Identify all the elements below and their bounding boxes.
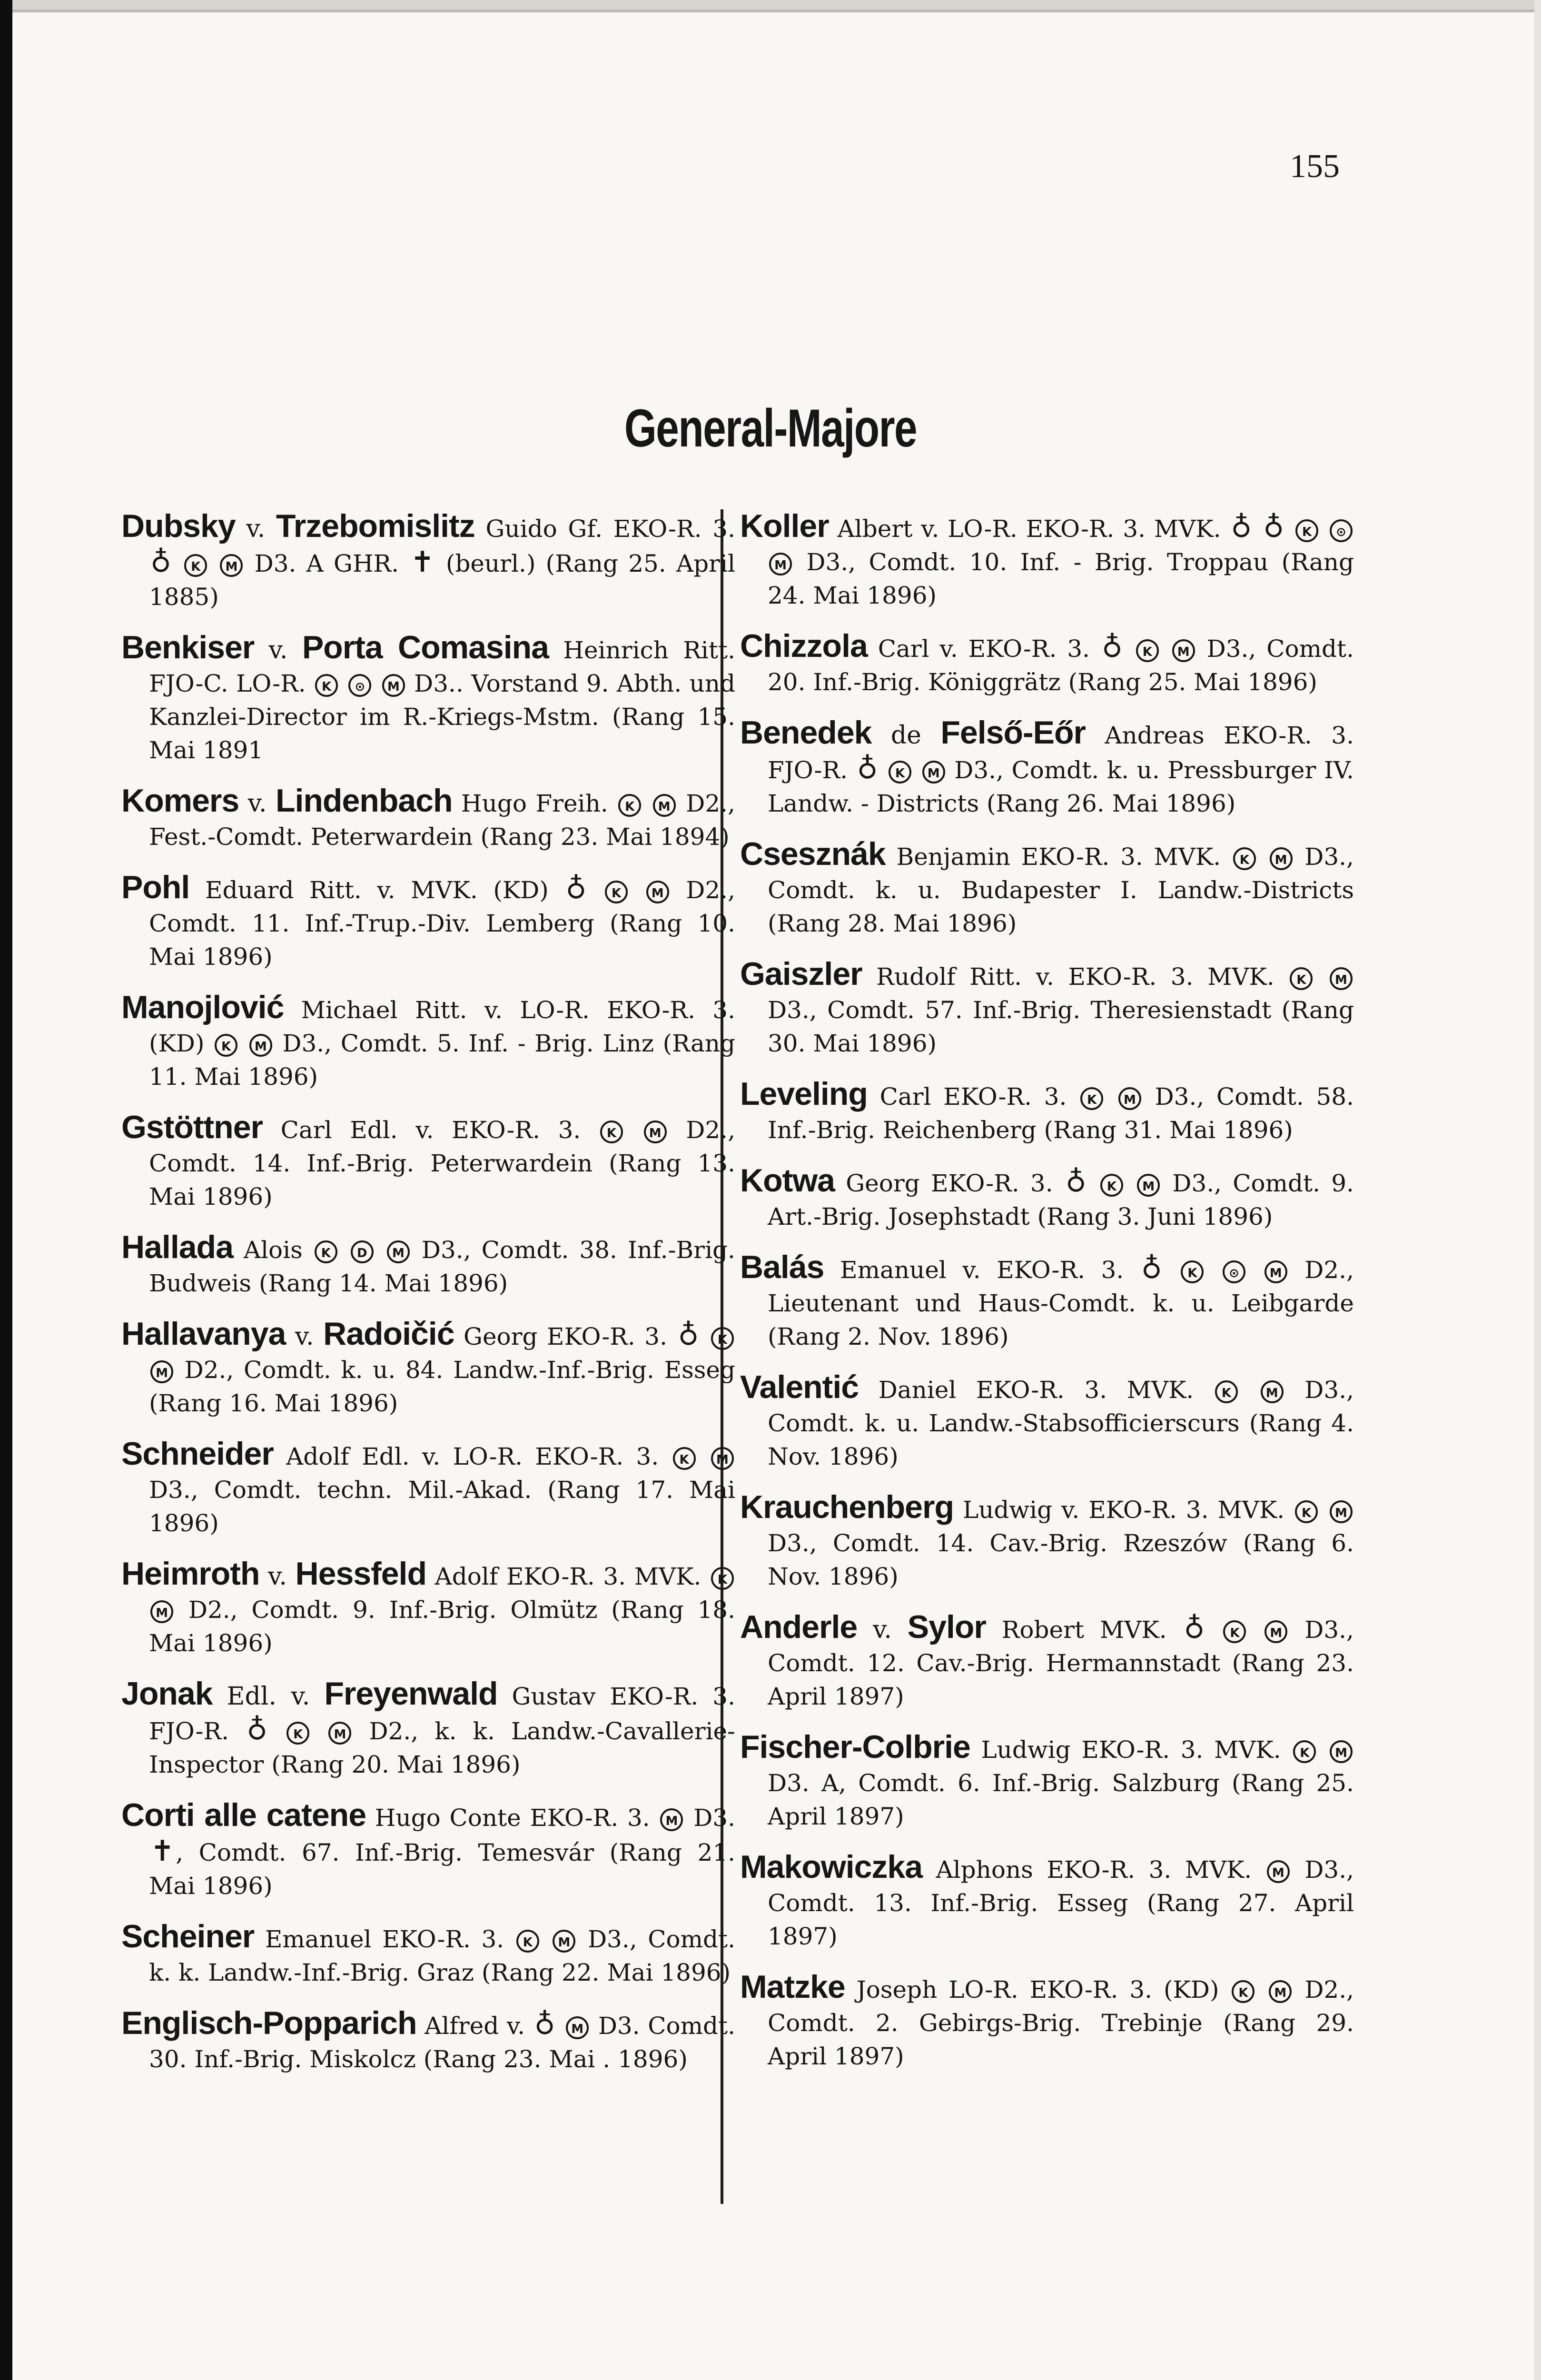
entry-komers (121, 784, 735, 853)
entry-text: Georg EKO-R. 3. (464, 1323, 668, 1350)
entry-text: D2., Lieutenant und Haus-Comdt. k. u. Leibgarde (Rang 2. Nov. 1896) (768, 1256, 1354, 1350)
m-medal-icon: M (1264, 1620, 1287, 1643)
section-heading: General-Majore (624, 398, 917, 458)
m-medal-icon: M (769, 553, 792, 575)
entry-text: D3. A, Comdt. 6. Inf.-Brig. Salzburg (Rang 25. April 1897) (768, 1769, 1354, 1830)
entry-text: D2., Comdt. 14. Inf.-Brig. Peterwardein (Rang 13. Mai 1896) (149, 1116, 735, 1210)
entry-text: D3. (693, 1804, 736, 1832)
order-icon: ♁ (678, 1319, 699, 1352)
order-icon: ♁ (1231, 511, 1252, 544)
entry-matzke (740, 1970, 1354, 2073)
entry-text: Michael Ritt. v. LO-R. EKO-R. 3. (KD) (149, 996, 735, 1057)
m-medal-icon: M (646, 881, 669, 903)
k-medal-icon: K (1136, 639, 1159, 662)
order-icon: ♁ (1101, 631, 1123, 664)
entry-text: Ludwig v. EKO-R. 3. MVK. (962, 1496, 1285, 1524)
entry-text: D3., Comdt. 58. Inf.-Brig. Reichenberg (Rang 31. Mai 1896) (768, 1083, 1354, 1144)
entry-text: D3. Comdt. 30. Inf.-Brig. Miskolcz (Rang 23. Mai . 1896) (149, 2012, 735, 2073)
entry-name: Hallavanya (121, 1316, 286, 1352)
m-medal-icon: M (922, 761, 945, 783)
right-column (740, 509, 1354, 2090)
entry-text: (beurl.) (Rang 25. April 1885) (149, 550, 735, 611)
entry-text: Gustav EKO-R. 3. FJO-R. (149, 1683, 735, 1745)
entry-text: D3., Comdt. 9. Art.-Brig. Josephstadt (Rang 3. Juni 1896) (768, 1170, 1354, 1230)
name-particle: v. (295, 1322, 314, 1351)
dot-medal-icon: ⊙ (1223, 1260, 1245, 1283)
m-medal-icon: M (382, 674, 405, 697)
k-medal-icon: K (1232, 1980, 1255, 2003)
entry-text: D2., k. k. Landw.-Cavallerie-Inspector (Rang 20. Mai 1896) (149, 1717, 735, 1778)
page-edge-top (12, 0, 1541, 10)
order-icon: ♁ (1141, 1252, 1162, 1285)
entry-text: D3., Comdt. 12. Cav.-Brig. Hermannstadt (Rang 23. April 1897) (768, 1616, 1354, 1710)
entry-text: Adolf Edl. v. LO-R. EKO-R. 3. (286, 1443, 659, 1470)
m-medal-icon: M (711, 1447, 734, 1470)
k-medal-icon: K (1293, 1740, 1316, 1763)
entry-text: Alois (243, 1236, 303, 1264)
entry-name: Valentić (740, 1369, 859, 1405)
entry-name-2: Sylor (907, 1609, 986, 1645)
entry-fischer-colbrie (740, 1730, 1354, 1833)
m-medal-icon: M (220, 554, 243, 577)
k-medal-icon: K (215, 1034, 237, 1057)
entry-kotwa (740, 1164, 1354, 1233)
entry-scheiner (121, 1920, 735, 1989)
left-column (121, 509, 735, 2093)
page-edge-left (0, 0, 12, 2380)
m-medal-icon: M (644, 1121, 667, 1143)
entry-corti (121, 1798, 735, 1903)
page-number: 155 (1290, 148, 1340, 185)
entry-name: Krauchenberg (740, 1489, 954, 1525)
k-medal-icon: K (516, 1930, 539, 1953)
order-icon: ♁ (857, 752, 878, 785)
k-medal-icon: K (1290, 967, 1313, 990)
entry-name: Anderle (740, 1609, 858, 1645)
entry-name: Dubsky (121, 508, 236, 544)
m-medal-icon: M (653, 794, 676, 817)
entry-name: Koller (740, 508, 829, 544)
entry-valentic (740, 1370, 1354, 1473)
m-medal-icon: M (1330, 1500, 1353, 1523)
m-medal-icon: M (1270, 847, 1293, 870)
entry-name: Scheiner (121, 1918, 255, 1954)
m-medal-icon: M (566, 2016, 589, 2039)
entry-text: Andreas EKO-R. 3. FJO-R. (768, 722, 1354, 784)
entry-text: Rudolf Ritt. v. EKO-R. 3. MVK. (876, 963, 1274, 991)
k-medal-icon: K (1295, 1500, 1318, 1523)
entry-text: , Comdt. 67. Inf.-Brig. Temesvár (Rang 21. Mai 1896) (149, 1839, 735, 1900)
entry-name: Hallada (121, 1229, 233, 1265)
m-medal-icon: M (249, 1034, 272, 1057)
m-medal-icon: M (387, 1240, 410, 1263)
entry-text: Alphons EKO-R. 3. MVK. (936, 1856, 1252, 1884)
entry-text: D3., Comdt. k. u. Pressburger IV. Landw. - Districts (Rang 26. Mai 1896) (768, 756, 1354, 817)
entry-name: Englisch-Popparich (121, 2005, 417, 2041)
order-icon: ♁ (534, 2008, 555, 2041)
k-medal-icon: K (315, 674, 338, 697)
entry-text: D3., Comdt. k. u. Budapester I. Landw.-Districts (Rang 28. Mai 1896) (768, 843, 1354, 937)
entry-benkiser (121, 631, 735, 767)
entry-name-2: Porta Comasina (302, 629, 549, 665)
entry-text: D3.. Vorstand 9. Abth. und Kanzlei-Director im R.-Kriegs-Mstm. (Rang 15. Mai 1891 (149, 670, 735, 764)
entry-name-2: Felső-Eőr (940, 714, 1086, 751)
entry-gaiszler (740, 957, 1354, 1060)
entry-name: Fischer-Colbrie (740, 1729, 970, 1765)
entry-manojlovic (121, 991, 735, 1093)
m-medal-icon: M (1330, 1740, 1353, 1763)
entry-text: Georg EKO-R. 3. (846, 1170, 1053, 1197)
entry-text: D3., Comdt. 13. Inf.-Brig. Esseg (Rang 27. April 1897) (768, 1856, 1354, 1950)
entry-gstoettner (121, 1111, 735, 1213)
k-medal-icon: K (1080, 1087, 1103, 1110)
entry-balas (740, 1250, 1354, 1353)
m-medal-icon: M (1137, 1174, 1160, 1197)
m-medal-icon: M (553, 1930, 575, 1953)
entry-text: D2., Comdt. k. u. 84. Landw.-Inf.-Brig. Esseg (Rang 16. Mai 1896) (149, 1356, 735, 1417)
order-icon: ♁ (1065, 1165, 1087, 1199)
entry-text: Carl v. EKO-R. 3. (878, 635, 1090, 663)
name-particle: v. (268, 636, 288, 664)
entry-text: Guido Gf. EKO-R. 3. (485, 515, 735, 543)
entry-name: Schneider (121, 1436, 274, 1472)
entry-text: D3., Comdt. 38. Inf.-Brig. Budweis (Rang 14. Mai 1896) (149, 1236, 735, 1297)
k-medal-icon: K (286, 1722, 309, 1745)
entry-text: Carl Edl. v. EKO-R. 3. (280, 1116, 581, 1144)
entry-leveling (740, 1077, 1354, 1147)
m-medal-icon: M (660, 1808, 683, 1831)
entry-name: Chizzola (740, 628, 868, 664)
entry-text: D3., Comdt. 10. Inf. - Brig. Troppau (Rang 24. Mai 1896) (768, 548, 1354, 609)
m-medal-icon: M (1267, 1860, 1290, 1883)
m-medal-icon: M (1269, 1980, 1292, 2003)
entry-jonak (121, 1677, 735, 1781)
k-medal-icon: K (889, 761, 911, 783)
entry-name: Jonak (121, 1676, 213, 1712)
entry-text: Albert v. LO-R. EKO-R. 3. MVK. (837, 515, 1221, 543)
entry-hallavanya (121, 1317, 735, 1420)
k-medal-icon: K (673, 1447, 696, 1470)
entry-benedek (740, 716, 1354, 820)
entry-name: Komers (121, 783, 239, 819)
entry-text: Benjamin EKO-R. 3. MVK. (896, 843, 1221, 871)
entry-name: Kotwa (740, 1162, 835, 1199)
entry-text: D3., Comdt. k. k. Landw.-Inf.-Brig. Graz (Rang 22. Mai 1896) (149, 1925, 735, 1986)
entry-name: Benkiser (121, 629, 255, 665)
name-particle: v. (268, 1562, 287, 1591)
name-particle: v. (247, 789, 267, 818)
entry-text: Daniel EKO-R. 3. MVK. (878, 1376, 1194, 1404)
k-medal-icon: K (605, 881, 628, 903)
entry-englisch-popparich (121, 2006, 735, 2076)
entry-text: Ludwig EKO-R. 3. MVK. (981, 1736, 1281, 1764)
entry-anderle (740, 1610, 1354, 1713)
k-medal-icon: K (1223, 1620, 1246, 1643)
entry-text: Alfred v. (425, 2012, 525, 2040)
entry-name-2: Lindenbach (275, 783, 453, 819)
entry-text: Carl EKO-R. 3. (879, 1083, 1067, 1111)
entry-name: Gstöttner (121, 1109, 263, 1145)
entry-csesznak (740, 837, 1354, 940)
m-medal-icon: M (1118, 1087, 1141, 1110)
m-medal-icon: M (150, 1600, 173, 1623)
dot-medal-icon: ⊙ (1330, 519, 1353, 542)
entry-name-2: Radoičić (323, 1316, 454, 1352)
entry-text: Adolf EKO-R. 3. MVK. (435, 1563, 701, 1590)
entry-text: D2., Comdt. 9. Inf.-Brig. Olmütz (Rang 18. Mai 1896) (149, 1596, 735, 1657)
order-icon-2: ♁ (1263, 511, 1284, 544)
entry-text: Heinrich Ritt. FJO-C. LO-R. (149, 636, 735, 697)
entry-name: Makowiczka (740, 1849, 923, 1885)
entry-dubsky (121, 509, 735, 614)
entry-name: Heimroth (121, 1556, 260, 1592)
entry-name: Manojlović (121, 989, 284, 1025)
entry-makowiczka (740, 1850, 1354, 1953)
name-particle: v. (873, 1616, 892, 1644)
order-icon: ♁ (150, 545, 171, 579)
m-medal-icon: M (328, 1722, 351, 1745)
entry-hallada (121, 1230, 735, 1300)
entry-schneider (121, 1437, 735, 1540)
entry-name: Leveling (740, 1076, 868, 1112)
k-medal-icon: K (711, 1327, 734, 1350)
k-medal-icon: K (184, 554, 207, 577)
m-medal-icon: M (150, 1360, 173, 1383)
k-medal-icon: K (1295, 519, 1318, 542)
k-medal-icon: K (1233, 847, 1256, 870)
entry-krauchenberg (740, 1490, 1354, 1593)
entry-chizzola (740, 629, 1354, 699)
entry-text: Hugo Conte EKO-R. 3. (375, 1804, 650, 1832)
entry-name-2: Trzebomislitz (276, 508, 475, 544)
name-particle: Edl. v. (227, 1682, 310, 1711)
page-edge-top-shadow (12, 10, 1541, 12)
k-medal-icon: K (1181, 1260, 1204, 1283)
entry-name: Gaiszler (740, 956, 862, 992)
entry-text: Hugo Freih. (461, 790, 608, 817)
name-particle: de (890, 721, 921, 750)
entry-name: Benedek (740, 714, 872, 751)
entry-text: D3., Comdt. 20. Inf.-Brig. Königgrätz (Rang 25. Mai 1896) (768, 635, 1354, 696)
entry-text: D2., Fest.-Comdt. Peterwardein (Rang 23. Mai 1894) (149, 790, 735, 851)
k-medal-icon: K (711, 1567, 734, 1590)
entry-name: Balás (740, 1249, 824, 1285)
entry-text: Emanuel v. EKO-R. 3. (840, 1256, 1124, 1284)
k-medal-icon: K (1215, 1380, 1238, 1403)
entry-name: Pohl (121, 869, 190, 905)
m-medal-icon: M (1261, 1380, 1284, 1403)
entry-text: Emanuel EKO-R. 3. (265, 1925, 504, 1953)
order-icon: ♁ (247, 1713, 268, 1746)
page-edge-right (1534, 0, 1541, 2380)
entry-koller (740, 509, 1354, 612)
cross-icon: ✝ (410, 545, 435, 579)
entry-text: Robert MVK. (1001, 1616, 1167, 1644)
entry-name: Corti alle catene (121, 1797, 366, 1833)
entry-text: D2., Comdt. 2. Gebirgs-Brig. Trebinje (Rang 29. April 1897) (768, 1976, 1354, 2070)
cross-icon: ✝ (150, 1835, 175, 1868)
entry-name: Matzke (740, 1969, 845, 2005)
entry-text: D3., Comdt. techn. Mil.-Akad. (Rang 17. Mai 1896) (149, 1476, 735, 1537)
entry-text: D3., Comdt. 57. Inf.-Brig. Theresienstadt (Rang 30. Mai 1896) (768, 996, 1354, 1057)
d-medal-icon: D (351, 1240, 374, 1263)
m-medal-icon: M (1172, 639, 1195, 662)
k-medal-icon: K (315, 1240, 337, 1263)
order-icon: ♁ (565, 872, 587, 905)
entry-text: D3., Comdt. 5. Inf. - Brig. Linz (Rang 11. Mai 1896) (149, 1030, 735, 1091)
entry-text: D3., Comdt. k. u. Landw.-Stabsofficierscurs (Rang 4. Nov. 1896) (768, 1376, 1354, 1470)
entry-text: D3., Comdt. 14. Cav.-Brig. Rzeszów (Rang 6. Nov. 1896) (768, 1529, 1354, 1590)
entry-text: Eduard Ritt. v. MVK. (KD) (205, 876, 549, 904)
k-medal-icon: K (1100, 1174, 1123, 1197)
entry-pohl (121, 871, 735, 973)
entry-name-2: Hessfeld (295, 1556, 426, 1592)
entry-name: Csesznák (740, 836, 886, 872)
m-medal-icon: M (1330, 967, 1353, 990)
m-medal-icon: M (1264, 1260, 1287, 1283)
k-medal-icon: K (600, 1121, 623, 1143)
entry-heimroth (121, 1557, 735, 1660)
k-medal-icon: K (618, 794, 641, 817)
dot-medal-icon: ⊙ (348, 674, 371, 697)
entry-name-2: Freyenwald (324, 1676, 498, 1712)
entry-text: D3. A GHR. (254, 550, 399, 577)
entry-text: Joseph LO-R. EKO-R. 3. (KD) (856, 1976, 1219, 2003)
name-particle: v. (246, 515, 266, 543)
entry-text: D2., Comdt. 11. Inf.-Trup.-Div. Lemberg (Rang 10. Mai 1896) (149, 876, 735, 971)
order-icon: ♁ (1184, 1612, 1205, 1645)
